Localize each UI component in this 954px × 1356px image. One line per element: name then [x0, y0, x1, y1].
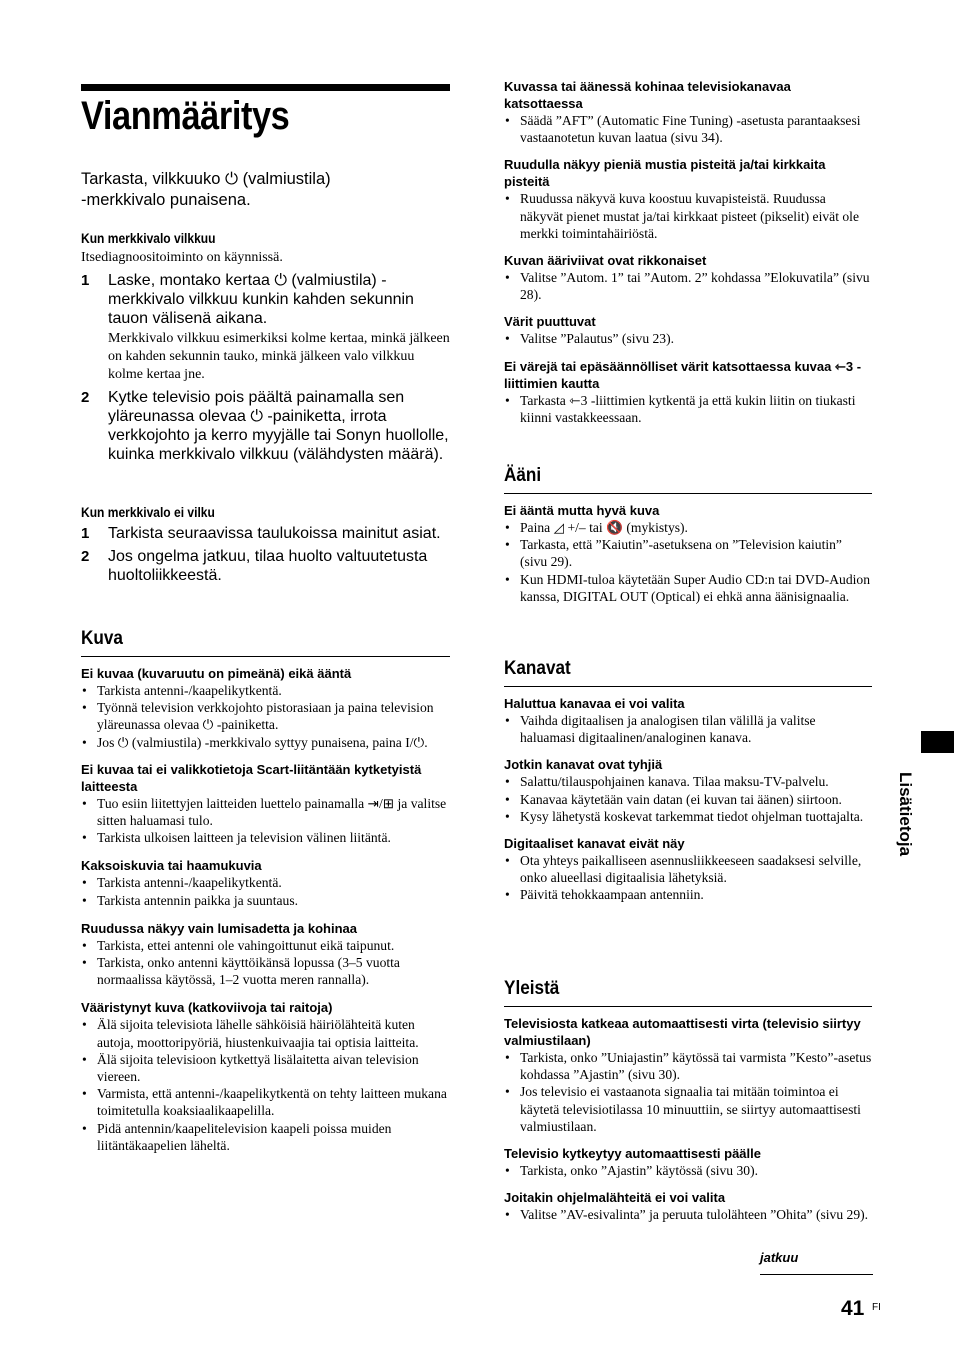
- issue-title: Televisio kytkeytyy automaattisesti päälle: [504, 1146, 761, 1162]
- issue-list: [81, 937, 450, 989]
- blink-step-1: 1 Laske, montako kertaa ⏻ (valmiustila) -merkkivalo vilkkuu kunkin kahden sekunnin tauon välisenä aikana.: [81, 271, 414, 327]
- continued-rule: [760, 1274, 873, 1275]
- issue-list: [81, 682, 450, 751]
- issue-list: [504, 1162, 872, 1179]
- side-section-label: Lisätietoja: [896, 772, 915, 857]
- issue-title: Ei ääntä mutta hyvä kuva: [504, 503, 660, 518]
- issue-title: Kuvan ääriviivat ovat rikkonaiset: [504, 253, 707, 269]
- issue-item: • Kysy lähetystä koskevat tarkemmat tiedot ohjelman tuottajalta.: [504, 808, 872, 825]
- section-tab-marker: [921, 731, 954, 753]
- issue-list: [504, 1206, 872, 1223]
- continued-label: jatkuu: [760, 1250, 799, 1265]
- issue-group: [81, 857, 450, 908]
- issue-item: • Valitse ”Autom. 1” tai ”Autom. 2” kohdassa ”Elokuvatila” (sivu 28).: [504, 269, 872, 303]
- issue-group: [504, 1189, 872, 1223]
- issue-item: • Jos ⏻ (valmiustila) -merkkivalo syttyy punaisena, paina I/⏻.: [81, 734, 450, 751]
- page-number: 41: [841, 1297, 865, 1320]
- issue-title: Ei kuvaa tai ei valikkotietoja Scart-liitäntään kytketyistä laitteesta: [81, 761, 422, 794]
- issue-group: [504, 358, 872, 426]
- issue-item: • Tarkasta, että ”Kaiutin”-asetuksena on ”Television kaiutin” (sivu 29).: [504, 536, 872, 570]
- issue-item: • Pidä antennin/kaapelitelevision kaapeli poissa muiden liitäntäkaapelien läheltä.: [81, 1120, 450, 1154]
- issue-title: Kaksoiskuvia tai haamukuvia: [81, 858, 262, 874]
- issue-title: Ruudulla näkyy pieniä mustia pisteitä ja/tai kirkkaita pisteitä: [504, 157, 826, 190]
- intro-line-1: Tarkasta, vilkkuuko ⏻ (valmiustila): [81, 170, 331, 188]
- issue-title: Vääristynyt kuva (katkoviivoja tai raitoja): [81, 1000, 333, 1016]
- issue-group: [81, 999, 450, 1154]
- issue-title: Ei värejä tai epäsäännölliset värit katsottaessa kuvaa ⇽3 -liittimien kautta: [504, 358, 862, 391]
- issue-item: • Tarkista antennin paikka ja suuntaus.: [81, 892, 450, 909]
- issue-list: [504, 519, 872, 605]
- issue-group: [504, 156, 872, 242]
- issue-list: [504, 852, 872, 904]
- page-language: FI: [872, 1302, 881, 1313]
- issue-item: • Työnnä television verkkojohto pistorasiaan ja paina television yläreunassa olevaa ⏻ -painiketta.: [81, 699, 450, 733]
- issue-title: Jotkin kanavat ovat tyhjiä: [504, 757, 663, 773]
- yleista-groups: [504, 1015, 872, 1223]
- issue-item: • Älä sijoita televisioon kytkettyä lisälaitetta aivan television viereen.: [81, 1051, 450, 1085]
- issue-item: • Älä sijoita televisiota lähelle sähköisiä häiriölähteitä kuten autoja, moottoripyöriä, hiustenkuivaajia tai optisia laitteita.: [81, 1016, 450, 1050]
- issue-group: [81, 920, 450, 989]
- section-aani: [504, 463, 872, 605]
- issue-title: Joitakin ohjelmalähteitä ei voi valita: [504, 1190, 726, 1206]
- issue-title: Haluttua kanavaa ei voi valita: [504, 696, 685, 711]
- section-heading-kuva: Kuva: [81, 626, 450, 657]
- intro-text: [81, 169, 450, 211]
- issue-item: • Tarkista, onko ”Ajastin” käytössä (sivu 30).: [504, 1162, 872, 1179]
- issue-list: [504, 712, 872, 746]
- issue-item: • Tarkista ulkoisen laitteen ja television välinen liitäntä.: [81, 829, 450, 846]
- issue-list: [504, 190, 872, 242]
- issue-list: [81, 1016, 450, 1154]
- issue-item: • Valitse ”Palautus” (sivu 23).: [504, 330, 872, 347]
- issue-group: [81, 665, 450, 751]
- issue-item: • Varmista, että antenni-/kaapelikytkentä on tehty laitteen mukana toimitetulla koaksiaalikaapelilla.: [81, 1085, 450, 1119]
- blink-step-2-text: Kytke televisio pois päältä painamalla sen yläreunassa olevaa ⏻ -painiketta, irrota verkkojohto ja kerro myyjälle tai Sonyn huollolle, kuinka merkkivalo vilkkuu (välähdysten määrä).: [108, 388, 449, 463]
- issue-list: [504, 773, 872, 825]
- issue-item: • Tuo esiin liitettyjen laitteiden luettelo painamalla ⇥/⊞ ja valitse sitten haluamasi tulo.: [81, 795, 450, 829]
- kuva-cont-groups: [504, 78, 872, 426]
- intro-line-2: -merkkivalo punaisena.: [81, 191, 251, 209]
- issue-group: [504, 252, 872, 303]
- issue-item: • Ota yhteys paikalliseen asennusliikkeeseen saadaksesi selville, onko alueellasi digitaalisia lähetyksiä.: [504, 852, 872, 886]
- blink-step-1-note: Merkkivalo vilkkuu esimerkiksi kolme kertaa, minkä jälkeen on kahden sekunnin tauko, minkä jälkeen valo vilkkuu kolme kertaa jne.: [108, 330, 450, 382]
- issue-item: • Tarkista, onko ”Uniajastin” käytössä tai varmista ”Kesto”-asetus kohdassa ”Ajastin” (sivu 30).: [504, 1049, 872, 1083]
- issue-title: Ei kuvaa (kuvaruutu on pimeänä) eikä ääntä: [81, 666, 352, 681]
- issue-item: • Tarkista, ettei antenni ole vahingoittunut eikä taipunut.: [81, 937, 450, 954]
- issue-item: • Kanavaa käytetään vain datan (ei kuvan tai äänen) siirtoon.: [504, 791, 872, 808]
- noblink-heading: Kun merkkivalo ei vilku: [81, 504, 215, 520]
- issue-item: • Päivitä tehokkaampaan antenniin.: [504, 886, 872, 903]
- issue-list: [81, 874, 450, 908]
- title-rule: [81, 84, 450, 91]
- issue-group: [504, 835, 872, 904]
- noblink-step-1: 1 Tarkista seuraavissa taulukoissa mainitut asiat.: [81, 525, 441, 542]
- issue-list: [504, 269, 872, 303]
- issue-item: • Tarkista, onko antenni käyttöikänsä lopussa (3–5 vuotta normaalissa käytössä, 1–2 vuotta meren rannalla).: [81, 954, 450, 988]
- section-heading-aani: Ääni: [504, 463, 872, 494]
- issue-list: [504, 112, 872, 146]
- issue-group: [504, 78, 872, 146]
- issue-item: • Paina ◿ +/– tai 🔇 (mykistys).: [504, 519, 872, 536]
- kuva-groups: [81, 665, 450, 1154]
- issue-group: [504, 1145, 872, 1179]
- issue-item: • Säädä ”AFT” (Automatic Fine Tuning) -asetusta parantaaksesi vastaanotetun kuvan laatua (sivu 34).: [504, 112, 872, 146]
- kanavat-groups: [504, 695, 872, 904]
- issue-title: Kuvassa tai äänessä kohinaa televisiokanavaa katsottaessa: [504, 79, 791, 111]
- kuva-continued: [504, 78, 872, 426]
- issue-title: Värit puuttuvat: [504, 314, 596, 330]
- issue-group: [504, 1015, 872, 1135]
- blink-heading: Kun merkkivalo vilkkuu: [81, 230, 216, 246]
- issue-group: [504, 756, 872, 825]
- section-kuva: [81, 626, 450, 1154]
- issue-list: [504, 330, 872, 347]
- issue-item: • Tarkista antenni-/kaapelikytkentä.: [81, 682, 450, 699]
- issue-title: Ruudussa näkyy vain lumisadetta ja kohinaa: [81, 920, 357, 936]
- blink-step-2: 2 Kytke televisio pois päältä painamalla sen yläreunassa olevaa ⏻ -painiketta, irrota verkkojohto ja kerro myyjälle tai Sonyn huollolle, kuinka merkkivalo vilkkuu (välähdysten määrä).: [81, 388, 449, 463]
- issue-group: [81, 761, 450, 847]
- issue-item: • Kun HDMI-tuloa käytetään Super Audio CD:n tai DVD-Audion kanssa, DIGITAL OUT (Optical) ei ehkä anna äänisignaalia.: [504, 571, 872, 605]
- section-heading-kanavat: Kanavat: [504, 656, 872, 687]
- issue-title: Digitaaliset kanavat eivät näy: [504, 836, 685, 852]
- issue-list: [504, 1049, 872, 1135]
- issue-item: • Tarkasta ⇽3 -liittimien kytkentä ja että kukin liitin on tiukasti kiinni vastakkeessaan.: [504, 392, 872, 426]
- blink-desc: Itsediagnoositoiminto on käynnissä.: [81, 250, 283, 265]
- section-kanavat: [504, 656, 872, 904]
- noblink-step-2: 2 Jos ongelma jatkuu, tilaa huolto valtuutetusta huoltoliikkeestä.: [81, 548, 428, 584]
- issue-group: [504, 695, 872, 746]
- page-title: Vianmääritys: [81, 94, 290, 138]
- issue-title: Televisiosta katkeaa automaattisesti virta (televisio siirtyy valmiustilaan): [504, 1016, 861, 1048]
- issue-item: • Salattu/tilauspohjainen kanava. Tilaa maksu-TV-palvelu.: [504, 773, 872, 790]
- issue-list: [504, 392, 872, 426]
- issue-group: [504, 502, 872, 605]
- issue-item: • Ruudussa näkyvä kuva koostuu kuvapisteistä. Ruudussa näkyvät pienet mustat ja/tai kirkkaat pisteet (pikselit) eivät ole merkki toimintahäiriöstä.: [504, 190, 872, 242]
- issue-group: [504, 313, 872, 347]
- blink-step-1-text: Laske, montako kertaa ⏻ (valmiustila) -merkkivalo vilkkuu kunkin kahden sekunnin tauon välisenä aikana.: [108, 271, 414, 327]
- issue-item: • Vaihda digitaalisen ja analogisen tilan välillä ja valitse haluamasi digitaalinen/analoginen kanava.: [504, 712, 872, 746]
- section-yleista: [504, 976, 872, 1223]
- section-heading-yleista: Yleistä: [504, 976, 872, 1007]
- issue-item: • Tarkista antenni-/kaapelikytkentä.: [81, 874, 450, 891]
- issue-list: [81, 795, 450, 847]
- issue-item: • Jos televisio ei vastaanota signaalia tai mitään toimintoa ei käytetä televisiotilassa 10 minuuttiin, se siirtyy automaattisesti valmiustilaan.: [504, 1083, 872, 1135]
- issue-item: • Valitse ”AV-esivalinta” ja peruuta tulolähteen ”Ohita” (sivu 29).: [504, 1206, 872, 1223]
- aani-groups: [504, 502, 872, 605]
